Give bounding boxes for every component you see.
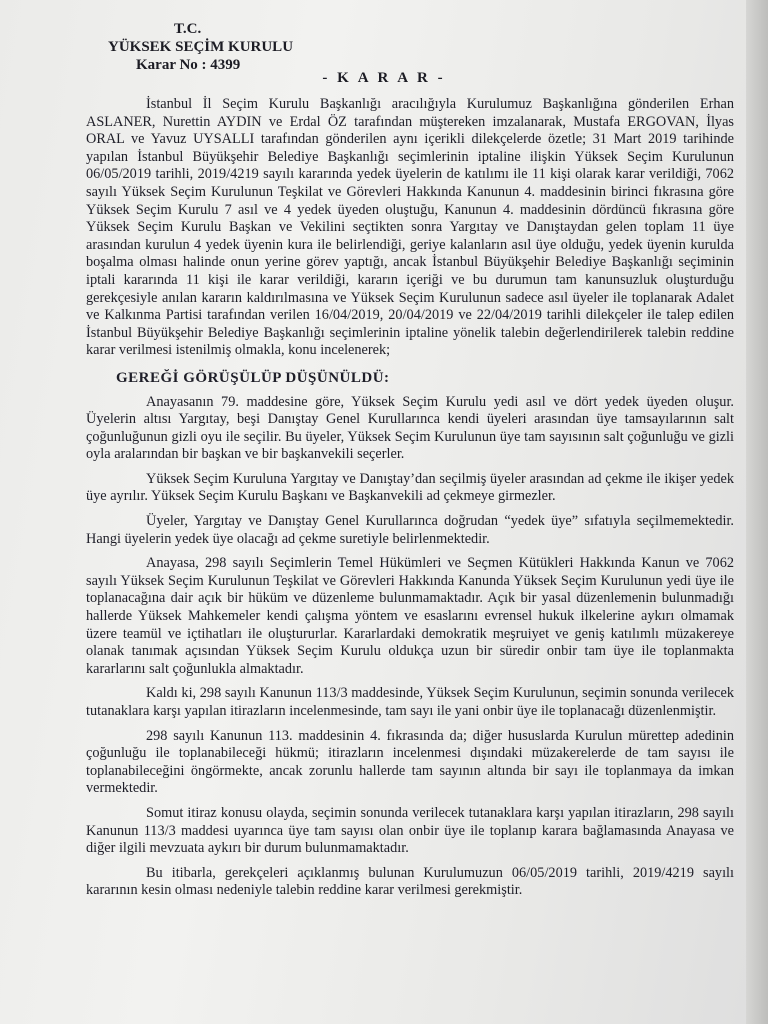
header-decision-number: Karar No : 4399 (136, 57, 241, 73)
paragraph-article-113-4: 298 sayılı Kanunun 113. maddesinin 4. fıkrasında da; diğer hususlarda Kurulun mürettep adedinin çoğunluğu ile toplanabileceği hükmü; itirazların incelenmesi dışındaki müzakerelerde de tam sayısı ile toplanabileceğini öngörmekte, ancak zorunlu hallerde tam sayının altında bir sayı ile toplanmaya da imkan vermektedir. (86, 727, 734, 797)
paragraph-article-113-3: Kaldı ki, 298 sayılı Kanunun 113/3 maddesinde, Yüksek Seçim Kurulunun, seçimin sonunda verilecek tutanaklara karşı yapılan itirazların incelenmesinde, tam sayı ile yani onbir üye ile toplanacağı düzenlenmiştir. (86, 685, 734, 719)
header-institution: YÜKSEK SEÇİM KURULU (108, 39, 294, 55)
document-header (108, 20, 293, 74)
paragraph-reserve-members: Yüksek Seçim Kuruluna Yargıtay ve Danıştay’dan seçilmiş üyeler arasından ad çekme ile ikişer yedek üye ayrılır. Yüksek Seçim Kurulu Başkanı ve Başkanvekili ad çekmeye girmezler. (86, 470, 734, 505)
paragraph-conclusion: Bu itibarla, gerekçeleri açıklanmış bulunan Kurulumuzun 06/05/2019 tarihli, 2019/4219 sayılı kararının kesin olması nedeniyle talebin reddine karar verilmesi gerekmiştir. (86, 864, 734, 899)
page-edge-shadow (746, 0, 768, 1024)
document-body (86, 96, 734, 907)
document-title: - K A R A R - (322, 70, 446, 86)
paragraph-concrete-case: Somut itiraz konusu olayda, seçimin sonunda verilecek tutanaklara karşı yapılan itirazların, 298 sayılı Kanunun 113/3 maddesi uyarınca üye tam sayısı olan onbir üye ile toplanıp karara bağlamasında Anayasa ve diğer ilgili mevzuata aykırı bir durum bulunmamaktadır. (86, 804, 734, 857)
header-tc: T.C. (174, 21, 202, 37)
section-heading: GEREĞİ GÖRÜŞÜLÜP DÜŞÜNÜLDÜ: (116, 369, 390, 386)
paragraph-member-selection: Üyeler, Yargıtay ve Danıştay Genel Kurullarınca doğrudan “yedek üye” sıfatıyla seçilmemektedir. Hangi üyelerin yedek üye olacağı ad çekme suretiyle belirlenmektedir. (86, 513, 734, 547)
paragraph-constitution-79: Anayasanın 79. maddesine göre, Yüksek Seçim Kurulu yedi asıl ve dört yedek üyeden oluşur. Üyelerin altısı Yargıtay, beşi Danıştay Genel Kurullarınca kendi üyeleri arasından üye tamsayılarının salt çoğunluğunun gizli oyu ile seçilir. Bu üyeler, Yüksek Seçim Kurulunun üye tam sayısının salt çoğunluğu ve gizli oyla aralarından bir başkan ve bir başkanvekili seçerler. (86, 393, 734, 463)
paragraph-intro: İstanbul İl Seçim Kurulu Başkanlığı aracılığıyla Kurulumuz Başkanlığına gönderilen Erhan ASLANER, Nurettin AYDIN ve Erdal ÖZ tarafından müştereken imzalanarak, Mustafa ERGOVAN, İlyas ORAL ve Yavuz UYSALLI tarafından gönderilen aynı içerikli dilekçelerde özetle; 31 Mart 2019 tarihinde yapılan İstanbul Büyükşehir Belediye Başkanlığı seçimlerinin iptaline ilişkin Yüksek Seçim Kurulunun 06/05/2019 tarihli, 2019/4219 sayılı kararında yedek üyelerin de katılımı ile 11 kişi olarak karar verildiği, 7062 sayılı Yüksek Seçim Kurulunun Teşkilat ve Görevleri Hakkında Kanunun 4. maddesinin birinci fıkrasına göre Yüksek Seçim Kurulu 7 asıl ve 4 yedek üyeden oluştuğu, Kanunun 4. maddesinin dördüncü fıkrasına göre Yüksek Seçim Kurulu Başkan ve Vekilini seçtikten sonra Yargıtay ve Danıştaydan gelen toplam 11 üye arasından kurulun 4 yedek üyenin kura ile belirlendiği, geriye kalanların asıl üye olduğu, yedek üyenin kurulda boşalma olması halinde onun yerine görev yaptığı, ancak İstanbul Büyükşehir Belediye Başkanlığı seçiminin iptali kararında 11 kişi ile karar verildiği, kararın içeriği ve bu durumun tam kanunsuzluk oluşturduğu gerekçesiyle anılan kararın kaldırılmasına ve Yüksek Seçim Kurulunun sadece asıl üyeler ile toplanarak Adalet ve Kalkınma Partisi tarafından verilen 16/04/2019, 20/04/2019 ve 22/04/2019 tarihli dilekçeler ile talep edilen İstanbul Büyükşehir Belediye Başkanlığı seçimlerinin iptaline yönelik talebin değerlendirilerek talebin reddine karar verilmesi istenilmiş olmakla, konu incelenerek; (86, 96, 734, 359)
paragraph-law-298: Anayasa, 298 sayılı Seçimlerin Temel Hükümleri ve Seçmen Kütükleri Hakkında Kanun ve 7062 sayılı Yüksek Seçim Kurulunun Teşkilat ve Görevleri Hakkında Kanunda Yüksek Seçim Kurulunun yedi üye ile toplanacağına dair açık bir hüküm ve düzenleme bulunmamaktadır. Açık bir yasal düzenlemenin bulunmadığı hallerde Yüksek Mahkemeler kendi çalışma yöntem ve esaslarını evrensel hukuk ilkelerine aykırı olmamak üzere teamül ve içtihatları ile oluştururlar. Kararlardaki demokratik meşruiyet ve geniş katılımlı müzakereye olanak tanımak açısından Yüksek Seçim Kurulu oldukça uzun bir süredir onbir tam üye ile toplanmakta kararlarını salt çoğunlukla almaktadır. (86, 555, 734, 677)
